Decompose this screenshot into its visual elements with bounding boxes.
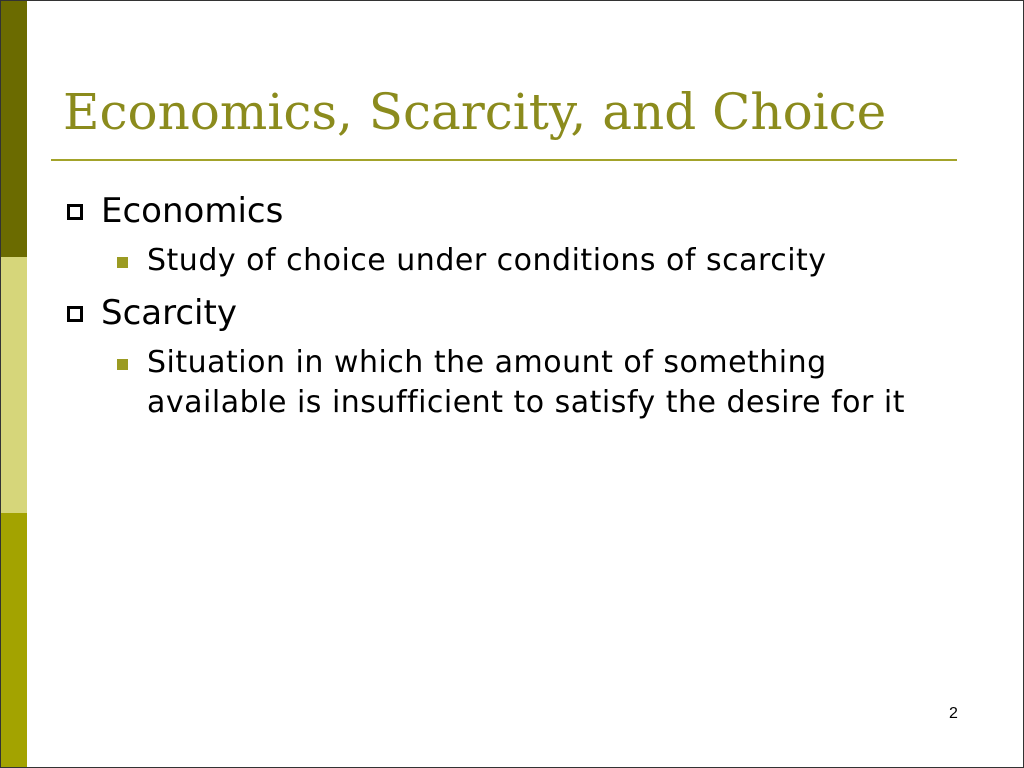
sub-bullet-scarcity-definition (61, 343, 961, 423)
filled-square-bullet-icon (117, 257, 128, 268)
bullet-text: Scarcity (101, 293, 237, 333)
hollow-square-bullet-icon (67, 204, 83, 220)
filled-square-bullet-icon (117, 359, 128, 370)
sub-bullet-text: Situation in which the amount of something available is insufficient to satisfy the desire for it (147, 345, 906, 420)
sidebar-olive-segment (1, 513, 27, 768)
page-number: 2 (949, 705, 958, 722)
sub-bullet-text: Study of choice under conditions of scarcity (147, 243, 827, 278)
slide-title: Economics, Scarcity, and Choice (63, 83, 887, 141)
slide-body (61, 189, 961, 423)
bullet-scarcity (61, 291, 961, 335)
sidebar-light-segment (1, 257, 27, 513)
title-underline (51, 159, 957, 161)
sidebar-dark-segment (1, 1, 27, 257)
bullet-economics (61, 189, 961, 233)
bullet-text: Economics (101, 191, 284, 231)
sub-bullet-economics-definition (61, 241, 961, 281)
hollow-square-bullet-icon (67, 306, 83, 322)
